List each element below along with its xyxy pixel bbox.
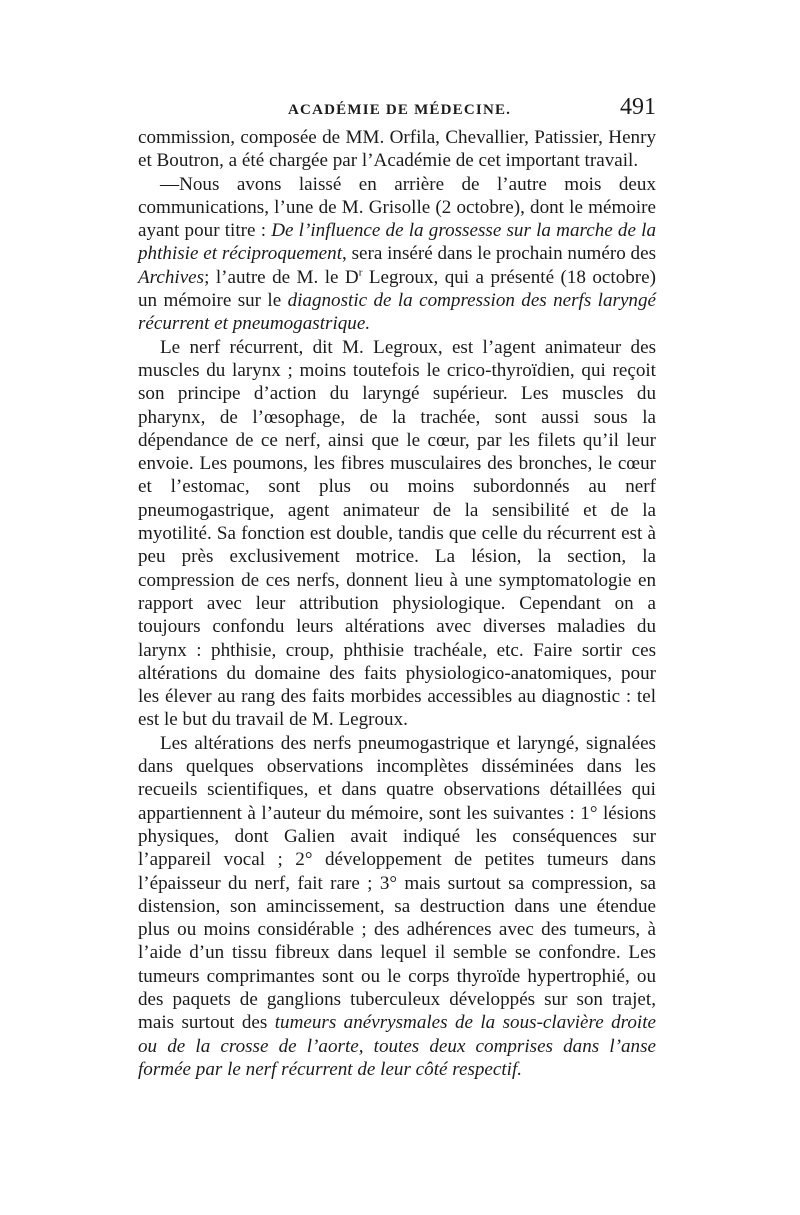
text-segment: commission, composée de MM. Orfila, Chevallier, Patissier, Henry et Boutron, a été chargée par l’Académie de cet important travail.	[138, 127, 656, 172]
italic-text: diagnostic de la compression des nerfs laryngé récurrent et pneumogastrique.	[138, 290, 656, 335]
text-segment: —Nous avons laissé en arrière de l’autre mois deux communications, l’une de M. Grisolle (2 octobre), dont le mémoire ayant pour titre :	[138, 173, 656, 242]
superscript-text: r	[358, 266, 363, 279]
running-header	[138, 92, 656, 126]
page-number: 491	[620, 94, 656, 120]
text-segment: Les altérations des nerfs pneumogastrique et laryngé, signalées dans quelques observations incomplètes disséminées dans les recueils scientifiques, et dans quatre observations détaillées qui appartiennent à l’auteur du mémoire, sont les suivantes : 1° lésions physiques, dont Galien avait indiqué les conséquences sur l’appareil vocal ; 2° développement de petites tumeurs dans l’épaisseur du nerf, fait rare ; 3° mais surtout sa compression, sa distension, son amincissement, sa destruction dans une étendue plus ou moins considérable ; des adhérences avec des tumeurs, à l’aide d’un tissu fibreux dans lequel il semble se confondre. Les tumeurs comprimantes sont ou le corps thyroïde hypertrophié, ou des paquets de ganglions tuberculeux développés sur son trajet, mais surtout des	[138, 732, 656, 1034]
paragraph	[138, 126, 656, 173]
book-page	[138, 92, 656, 1081]
text-segment: Le nerf récurrent, dit M. Legroux, est l’agent animateur des muscles du larynx ; moins toutefois le crico-thyroïdien, qui reçoit son principe d’action du laryngé supérieur. Les muscles du pharynx, de l’œsophage, de la trachée, sont aussi sous la dépendance de ce nerf, ainsi que le cœur, par les filets qu’il leur envoie. Les poumons, les fibres musculaires des bronches, le cœur et l’estomac, sont plus ou moins subordonnés au nerf pneumogastrique, agent animateur de la sensibilité et de la myotilité. Sa fonction est double, tandis que celle du récurrent est à peu près exclusivement motrice. La lésion, la section, la compression de ces nerfs, donnent lieu à une symptomatologie en rapport avec leur attribution physiologique. Cependant on a toujours confondu leurs altérations avec diverses maladies du larynx : phthisie, croup, phthisie trachéale, etc. Faire sortir ces altérations du domaine des faits physiologico-anatomiques, pour les élever au rang des faits morbides accessibles au diagnostic : tel est le but du travail de M. Legroux.	[138, 336, 656, 731]
italic-text: De l’influence de la grossesse sur la marche de la phthisie et réciproquement	[138, 220, 656, 265]
text-segment: , sera inséré dans le prochain numéro des	[342, 243, 656, 265]
italic-text: Archives	[138, 266, 205, 288]
body-text	[138, 126, 656, 1081]
italic-text: tumeurs anévrysmales de la sous-clavière droite ou de la crosse de l’aorte, toutes deux comprises dans l’anse formée par le nerf récurrent de leur côté respectif.	[138, 1012, 656, 1080]
paragraph	[138, 336, 656, 732]
paragraph	[138, 173, 656, 336]
running-title: ACADÉMIE DE MÉDECINE.	[288, 102, 512, 118]
text-segment: ; l’autre de M. le D	[204, 266, 359, 288]
text-segment: Legroux, qui a présenté (18 octobre) un mémoire sur le	[138, 266, 656, 312]
paragraph	[138, 732, 656, 1081]
